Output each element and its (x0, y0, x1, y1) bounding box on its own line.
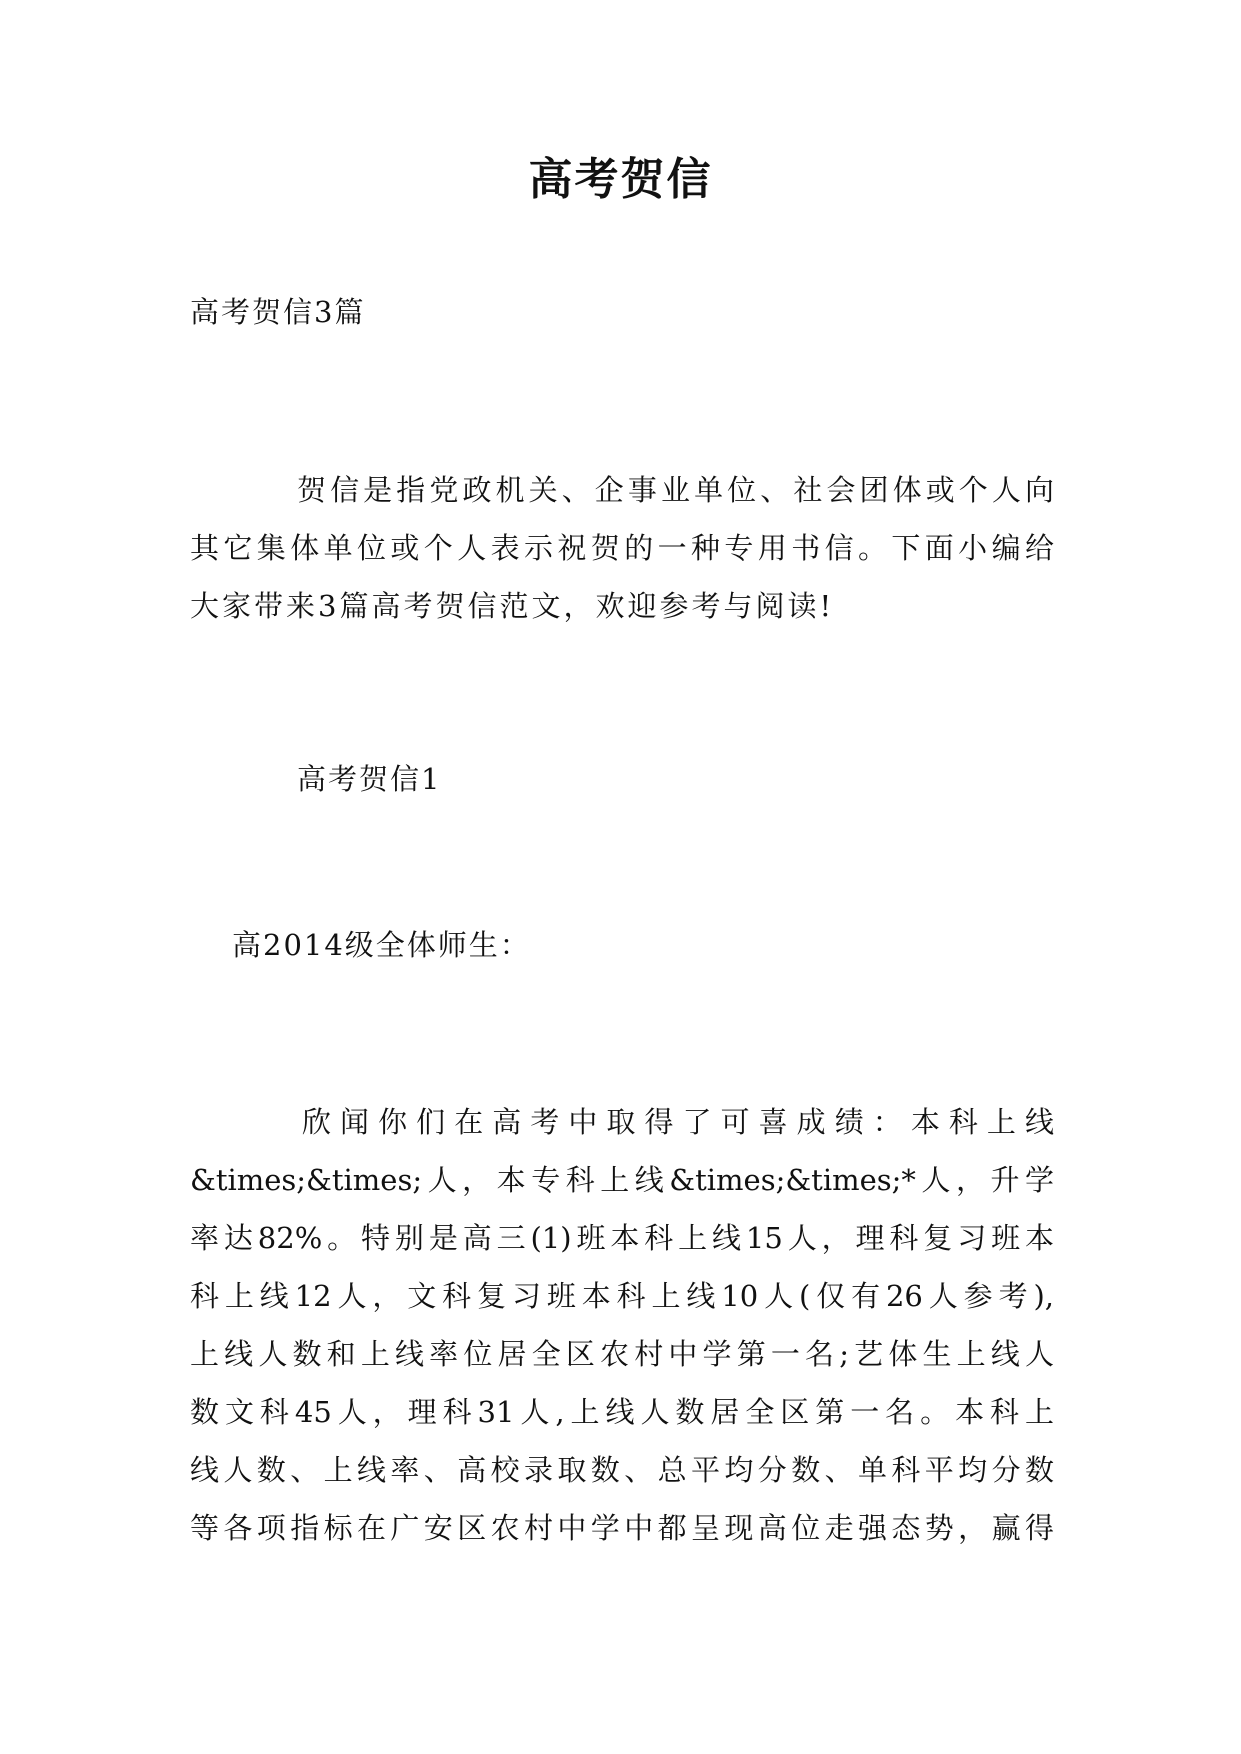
body-line: 上线人数和上线率位居全区农村中学第一名;艺体生上线人 (190, 1337, 1054, 1371)
body-line: 线人数、上线率、高校录取数、总平均分数、单科平均分数 (190, 1453, 1054, 1487)
document-subtitle: 高考贺信3篇 (190, 295, 366, 329)
salutation: 高2014级全体师生： (232, 928, 531, 962)
body-line: 率达82%。特别是高三(1)班本科上线15人，理科复习班本 (190, 1221, 1054, 1255)
body-line: &times;&times;人，本专科上线&times;&times;*人，升学 (190, 1163, 1054, 1197)
section-heading: 高考贺信1 (297, 762, 442, 796)
document-title: 高考贺信 (528, 154, 713, 205)
intro-line: 其它集体单位或个人表示祝贺的一种专用书信。下面小编给 (190, 531, 1054, 565)
intro-line: 贺信是指党政机关、企事业单位、社会团体或个人向 (297, 473, 1054, 507)
body-line: 欣闻你们在高考中取得了可喜成绩：本科上线 (302, 1105, 1054, 1139)
body-paragraph (190, 1093, 1054, 1557)
body-line: 等各项指标在广安区农村中学中都呈现高位走强态势，赢得 (190, 1511, 1054, 1545)
intro-line: 大家带来3篇高考贺信范文，欢迎参考与阅读! (190, 589, 835, 623)
body-line: 科上线12人，文科复习班本科上线10人(仅有26人参考), (190, 1279, 1054, 1313)
body-line: 数文科45人，理科31人,上线人数居全区第一名。本科上 (190, 1395, 1054, 1429)
intro-paragraph (190, 461, 1054, 635)
